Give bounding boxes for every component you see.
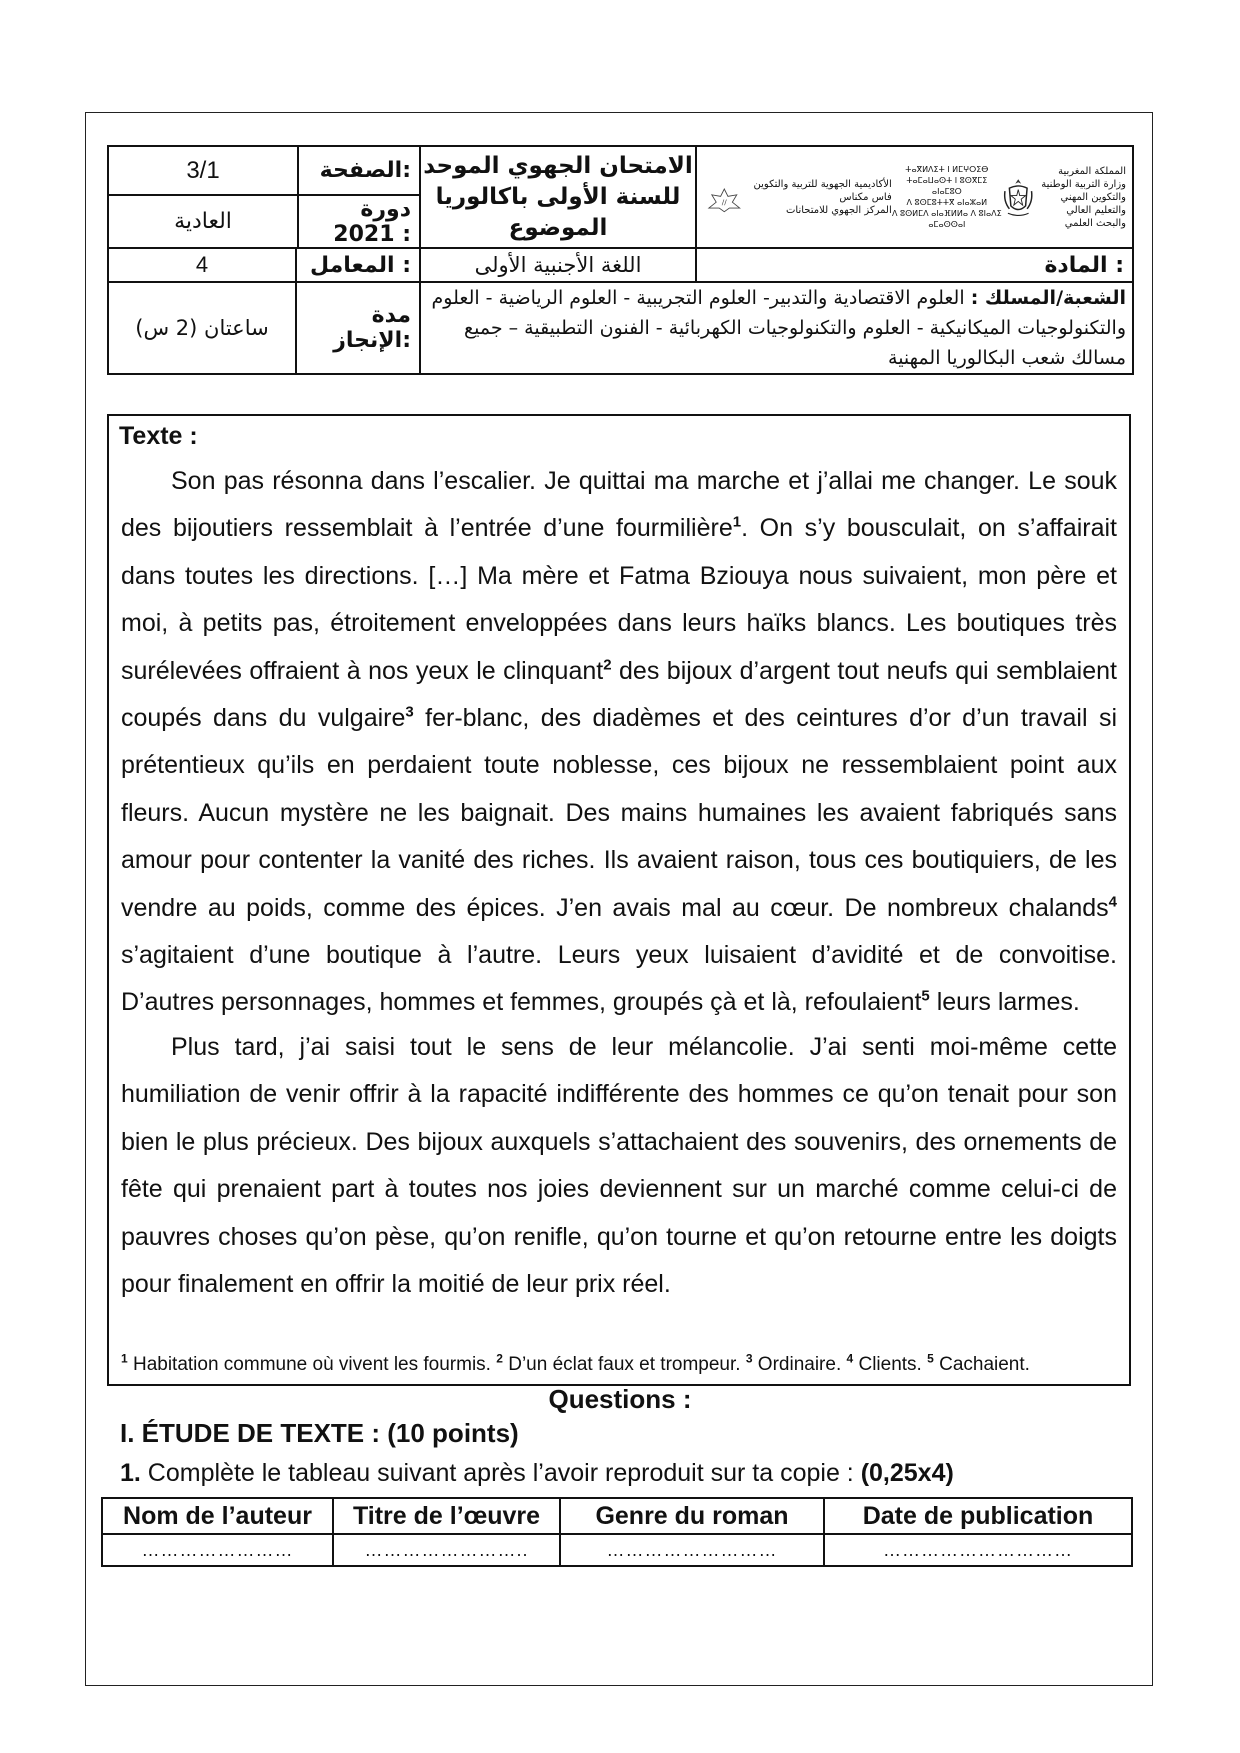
session-label: دورة 2021 : [333, 196, 411, 247]
footnote-ref-5: 5 [921, 988, 930, 1006]
texte-label: Texte : [119, 422, 198, 450]
subject-label: المادة : [1044, 252, 1124, 278]
filiere-label: الشعبة/المسلك : [970, 287, 1126, 309]
page-label: الصفحة: [319, 158, 411, 183]
footnote-ref-3: 3 [405, 703, 414, 721]
table-header-row [102, 1498, 1132, 1534]
coefficient-label: المعامل : [310, 252, 411, 278]
footnote-ref-2: 2 [603, 656, 612, 674]
footnotes: $^1$ Habitation commune où vivent les fourmis. $^2$ D’un éclat faux et trompeur. $^3$ Ordinaire. $^4$ Clients. $^5$ Cachaient. [121, 1351, 1030, 1375]
table-header: Date de publication [824, 1498, 1132, 1534]
kingdom-emblem-icon [1002, 169, 1034, 225]
academy-stamp: // الأكاديمية الجهوية للتربية والتكوين فاس مكناس المركز الجهوي للامتحانات [703, 178, 892, 217]
table-header: Genre du roman [560, 1498, 824, 1534]
subject-value: اللغة الأجنبية الأولى [474, 253, 642, 277]
exam-header [107, 145, 1134, 375]
questions-title: Questions : [548, 1384, 692, 1414]
blank-cell: …………………… [102, 1534, 333, 1566]
exam-title: الامتحان الجهوي الموحد للسنة الأولى باكالوريا الموضوع [423, 152, 693, 241]
tifinagh-ministry-name: ⵜⴰⴳⵍⴷⵉⵜ ⵏ ⵍⵎⵖⵔⵉⴱ ⵜⴰⵎⴰⵡⴰⵙⵜ ⵏ ⵓⵙⴳⵎⵉ ⴰⵏⴰⵎⵓⵔ ⴷ ⵓⵙⵎⵓⵜⵜⴳ ⴰⵏⴰⵣⴰⵍ ⴷ ⵓⵙⵍⵎⴷ ⴰⵏⴰⴼⵍⵍⴰ ⴷ ⵓⵏⴰⴷⵉ ⴰⵎⴰⵙⵙⴰⵏ [892, 165, 1002, 229]
session-type: العادية [174, 209, 232, 234]
stamp-icon [703, 183, 746, 217]
filiere-block [421, 283, 1132, 373]
answer-table [101, 1497, 1133, 1567]
blank-cell: ……………………… [560, 1534, 824, 1566]
table-header: Titre de l’œuvre [333, 1498, 560, 1534]
blank-cell: …………………….. [333, 1534, 560, 1566]
svg-text://: // [721, 196, 727, 206]
footnote-ref-4: 4 [1108, 893, 1117, 911]
table-header: Nom de l’auteur [102, 1498, 333, 1534]
duration-value: ساعتان (2 س) [135, 316, 269, 340]
filiere-text: العلوم الاقتصادية والتدبير- العلوم التجريبية - العلوم الرياضية - العلوم والتكنولوجيات الميكانيكية - العلوم والتكنولوجيات الكهربائية - الفنون التطبيقية – جميع مسالك شعب البكالوريا المهنية [431, 287, 1126, 369]
duration-label: مدة الإنجاز: [333, 303, 411, 353]
question-1: 1. Complète le tableau suivant après l’avoir reproduit sur ta copie : (0,25x4) [120, 1459, 954, 1487]
footnote-ref-1: 1 [732, 514, 742, 532]
table-row [102, 1534, 1132, 1566]
ministry-name-arabic: المملكة المغربية وزارة التربية الوطنية والتكوين المهني والتعليم العالي والبحث العلمي [1041, 165, 1126, 229]
paragraph-1: Son pas résonna dans l’escalier. Je quittai ma marche et j’allai me changer. Le souk des bijoutiers ressemblait à l’entrée d’une fourmilière$^1$. On s’y bousculait, on s’affairait dans toutes les directions. […] Ma mère et Fatma Bziouya nous suivaient, mon père et moi, à petits pas, étroitement enveloppées dans leurs haïks blancs. Les boutiques très surélevées offraient à nos yeux le clinquant$^2$ des bijoux d’argent tout neufs qui semblaient coupés dans du vulgaire$^3$ fer-blanc, des diadèmes et des ceintures d’or d’un travail si prétentieux qu’ils en perdaient toute noblesse, ces bijoux ne ressemblaient point aux fleurs. Aucun mystère ne les baignait. Des mains humaines les avaient fabriqués sans amour pour contenter la vanité des riches. Ils avaient raison, tous ces boutiquiers, de les vendre au poids, comme des épices. J’en avais mal au cœur. De nombreux chalands$^4$ s’agitaient d’une boutique à l’autre. Leurs yeux luisaient d’avidité et de convoitise. D’autres personnages, hommes et femmes, groupés çà et là, refoulaient$^5$ leurs larmes. [121, 467, 1117, 1017]
ministry-logo-block [697, 147, 1132, 247]
section-title: I. ÉTUDE DE TEXTE : (10 points) [120, 1418, 519, 1448]
text-box [107, 414, 1131, 1386]
page-number: 3/1 [186, 156, 220, 184]
blank-cell: ………………………… [824, 1534, 1132, 1566]
paragraph-2: Plus tard, j’ai saisi tout le sens de leur mélancolie. J’ai senti moi-même cette humiliation de venir offrir à la rapacité indifférente des hommes ce qu’on tenait pour son bien le plus précieux. Des bijoux auxquels s’attachaient des souvenirs, des ornements de fête qui prenaient part à toutes nos joies deviennent sur un marché comme celui-ci de pauvres choses qu’on pèse, qu’on renifle, qu’on tourne et qu’on retourne entre les doigts pour finalement en offrir la moitié de leur prix réel. [121, 1033, 1117, 1299]
coefficient-value: 4 [195, 252, 209, 277]
